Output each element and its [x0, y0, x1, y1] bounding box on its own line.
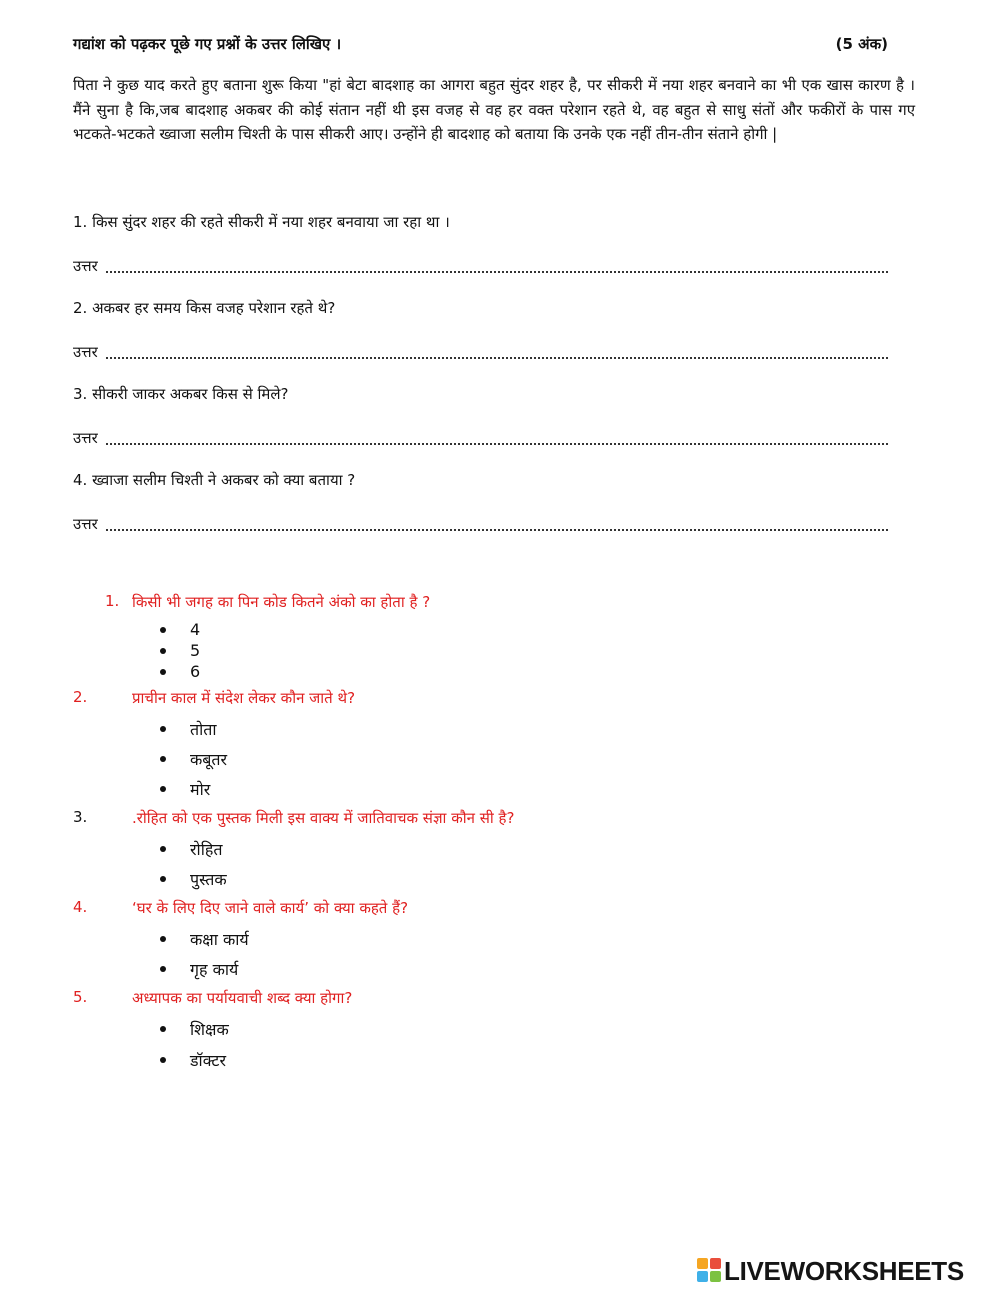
- bullet-icon: [160, 627, 166, 633]
- mcq-number: 1.: [105, 592, 120, 610]
- answer-label: उत्तर: [73, 429, 98, 447]
- option-text: 6: [190, 662, 201, 681]
- mcq-question-text: .रोहित को एक पुस्तक मिली इस वाक्य में जातिवाचक संज्ञा कौन सी है?: [132, 809, 515, 827]
- option-text: गृह कार्य: [190, 960, 239, 979]
- mcq-question-text: किसी भी जगह का पिन कोड कितने अंको का होता है ?: [132, 593, 431, 611]
- option-text: डॉक्टर: [190, 1051, 227, 1070]
- bullet-icon: [160, 756, 166, 762]
- answer-label: उत्तर: [73, 343, 98, 361]
- mcq-number: 5.: [73, 988, 88, 1006]
- mcq-number: 2.: [73, 688, 88, 706]
- option-text: मोर: [190, 780, 211, 799]
- answer-line[interactable]: [73, 340, 888, 364]
- option-text: शिक्षक: [190, 1020, 229, 1039]
- answer-label: उत्तर: [73, 257, 98, 275]
- answer-blank[interactable]: [106, 270, 888, 273]
- mcq-question-text: प्राचीन काल में संदेश लेकर कौन जाते थे?: [132, 689, 356, 707]
- bullet-icon: [160, 936, 166, 942]
- option-text: कबूतर: [190, 750, 228, 769]
- liveworksheets-logo: [697, 1256, 994, 1286]
- answer-label: उत्तर: [73, 515, 98, 533]
- answer-line[interactable]: [73, 254, 888, 278]
- bullet-icon: [160, 669, 166, 675]
- bullet-icon: [160, 726, 166, 732]
- option-text: कक्षा कार्य: [190, 930, 249, 949]
- option-text: 5: [190, 641, 201, 660]
- liveworksheets-logo-icon: [697, 1258, 721, 1282]
- question-text: 2. अकबर हर समय किस वजह परेशान रहते थे?: [73, 299, 336, 317]
- worksheet-header: [73, 34, 888, 58]
- question-text: 4. ख्वाजा सलीम चिश्ती ने अकबर को क्या बताया ?: [73, 471, 356, 489]
- mcq-number: 3.: [73, 808, 88, 826]
- answer-blank[interactable]: [106, 356, 888, 359]
- comprehension-question-3: [73, 382, 888, 450]
- bullet-icon: [160, 1026, 166, 1032]
- option-text: तोता: [190, 720, 217, 739]
- mcq-question-text: ‘घर के लिए दिए जाने वाले कार्य’ को क्या कहते हैं?: [132, 899, 409, 917]
- logo-text: LIVEWORKSHEETS: [724, 1256, 964, 1286]
- question-text: 3. सीकरी जाकर अकबर किस से मिले?: [73, 385, 289, 403]
- bullet-icon: [160, 786, 166, 792]
- answer-blank[interactable]: [106, 442, 888, 445]
- comprehension-question-4: [73, 468, 888, 536]
- reading-passage: पिता ने कुछ याद करते हुए बताना शुरू किया "हां बेटा बादशाह का आगरा बहुत सुंदर शहर है, पर सीकरी में नया शहर बनवाने का भी एक खास कारण है । मैंने सुना है कि,जब बादशाह अकबर की कोई संतान नहीं थी इस वजह से वह हर वक्त परेशान रहते थे, वह बहुत से साधु संतों और फकीरों के पास गए भटकते-भटकते ख्वाजा सलीम चिश्ती के पास सीकरी आए। उन्होंने ही बादशाह को बताया कि उनके एक नहीं तीन-तीन संताने होगी |: [73, 76, 915, 143]
- mcq-question-text: अध्यापक का पर्यायवाची शब्द क्या होगा?: [132, 989, 353, 1007]
- option-text: पुस्तक: [190, 870, 227, 889]
- option-text: रोहित: [190, 840, 223, 859]
- answer-line[interactable]: [73, 426, 888, 450]
- mcq-number: 4.: [73, 898, 88, 916]
- instruction-title: गद्यांश को पढ़कर पूछे गए प्रश्नों के उत्तर लिखिए ।: [73, 35, 342, 53]
- bullet-icon: [160, 846, 166, 852]
- bullet-icon: [160, 876, 166, 882]
- bullet-icon: [160, 648, 166, 654]
- answer-blank[interactable]: [106, 528, 888, 531]
- option-text: 4: [190, 620, 201, 639]
- question-text: 1. किस सुंदर शहर की रहते सीकरी में नया शहर बनवाया जा रहा था ।: [73, 213, 450, 231]
- answer-line[interactable]: [73, 512, 888, 536]
- comprehension-question-2: [73, 296, 888, 364]
- comprehension-question-1: [73, 210, 888, 278]
- bullet-icon: [160, 966, 166, 972]
- bullet-icon: [160, 1057, 166, 1063]
- marks-label: (5 अंक): [835, 35, 888, 53]
